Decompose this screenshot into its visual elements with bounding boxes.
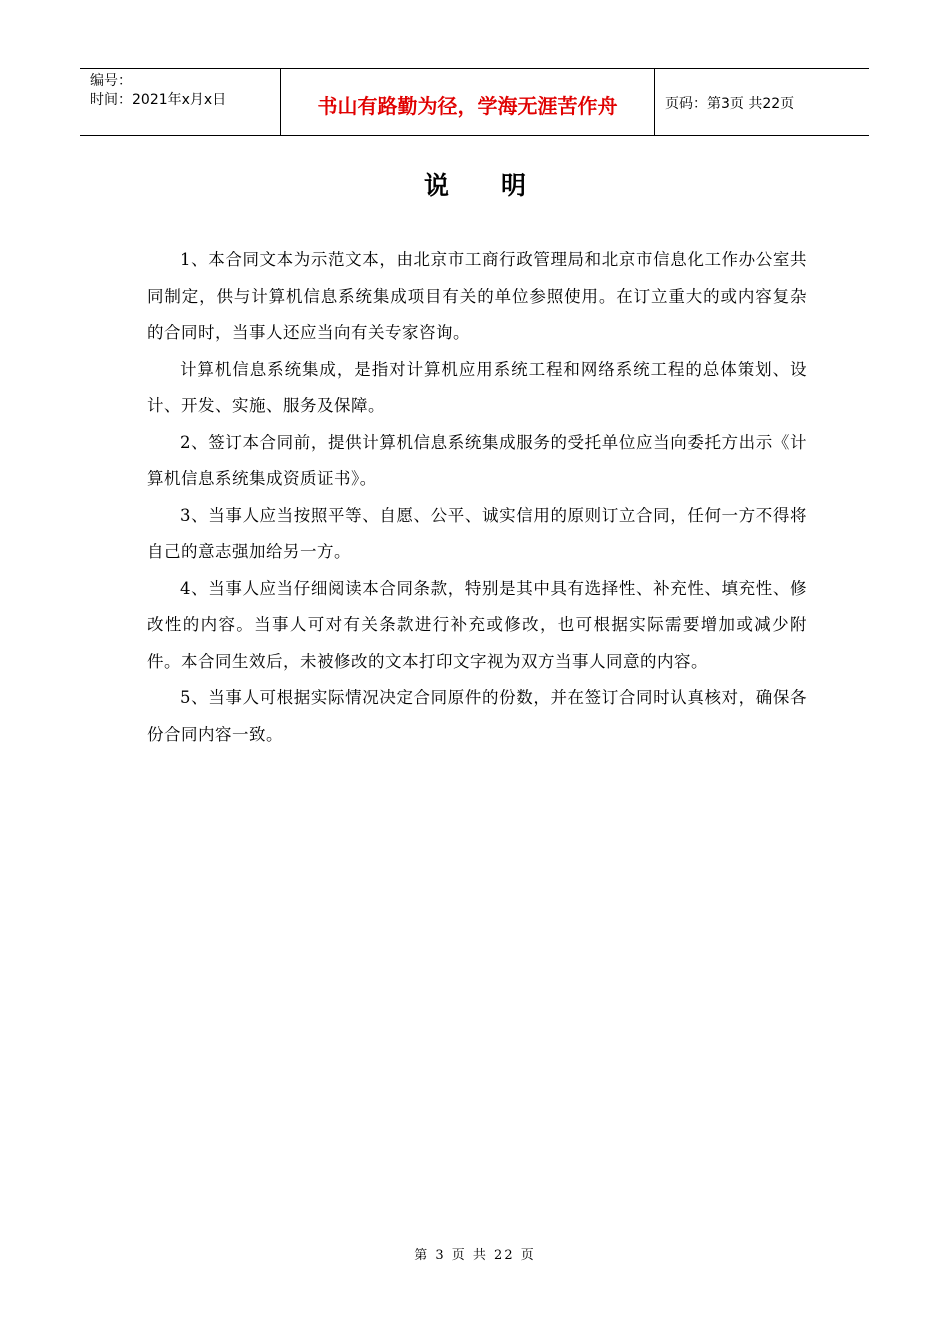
paragraph-5: 4、当事人应当仔细阅读本合同条款，特别是其中具有选择性、补充性、填充性、修改性的内容。当事人可对有关条款进行补充或修改，也可根据实际需要增加或减少附件。本合同生效后，未被修改的文本打印文字视为双方当事人同意的内容。 [147,578,807,671]
header-left-cell [80,69,281,135]
document-date: 时间：2021年x月x日 [90,92,227,108]
page-header [80,68,869,136]
document-body [147,242,807,753]
page-footer: 第 3 页 共 22 页 [414,1248,536,1263]
document-number-label: 编号： [90,73,132,89]
header-page-info: 页码：第3页 共22页 [665,96,795,112]
paragraph-2: 计算机信息系统集成，是指对计算机应用系统工程和网络系统工程的总体策划、设计、开发、实施、服务及保障。 [147,359,807,415]
paragraph-4: 3、当事人应当按照平等、自愿、公平、诚实信用的原则订立合同，任何一方不得将自己的意志强加给另一方。 [147,505,807,561]
page-title: 说明 [423,171,578,200]
paragraph-1: 1、本合同文本为示范文本，由北京市工商行政管理局和北京市信息化工作办公室共同制定，供与计算机信息系统集成项目有关的单位参照使用。在订立重大的或内容复杂的合同时，当事人还应当向有关专家咨询。 [147,250,807,342]
paragraph-6: 5、当事人可根据实际情况决定合同原件的份数，并在签订合同时认真核对，确保各份合同内容一致。 [147,688,807,744]
paragraph-3: 2、签订本合同前，提供计算机信息系统集成服务的受托单位应当向委托方出示《计算机信息系统集成资质证书》。 [147,432,807,488]
header-motto: 书山有路勤为径，学海无涯苦作舟 [281,69,655,135]
